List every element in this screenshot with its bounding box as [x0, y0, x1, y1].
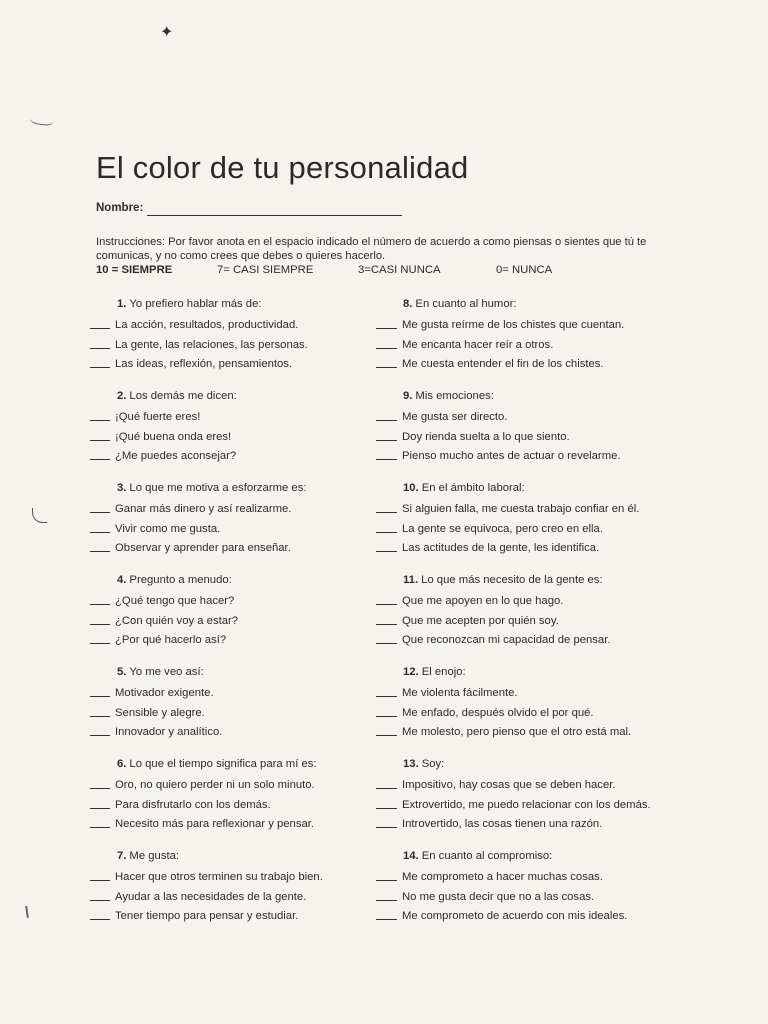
answer-option — [376, 868, 676, 888]
question-text: Yo prefiero hablar más de: — [129, 298, 262, 310]
answer-option-label: Me encanta hacer reír a otros. — [402, 338, 554, 351]
question-block — [376, 849, 676, 927]
question-number: 8. — [403, 298, 413, 310]
answer-blank-field[interactable] — [376, 551, 397, 552]
answer-blank-field[interactable] — [90, 624, 110, 625]
answer-blank-field[interactable] — [90, 420, 110, 421]
question-heading — [117, 757, 380, 772]
question-heading — [117, 297, 380, 312]
answer-option — [376, 907, 676, 927]
answer-blank-field[interactable] — [376, 880, 397, 881]
answer-option-label: Ayudar a las necesidades de la gente. — [115, 890, 307, 903]
answer-blank-field[interactable] — [90, 348, 110, 349]
answer-option-label: Tener tiempo para pensar y estudiar. — [115, 910, 299, 922]
question-text: Los demás me dicen: — [129, 390, 237, 402]
question-heading — [403, 757, 676, 772]
question-heading — [403, 849, 676, 864]
answer-blank-field[interactable] — [376, 919, 397, 920]
question-block — [376, 665, 676, 743]
answer-option — [90, 612, 380, 632]
question-text: En el ámbito laboral: — [421, 482, 525, 494]
answer-option-label: Hacer que otros terminen su trabajo bien. — [115, 871, 323, 883]
answer-option — [376, 815, 676, 835]
answer-option-label: Las ideas, reflexión, pensamientos. — [115, 358, 293, 370]
question-number: 3. — [117, 482, 127, 494]
answer-blank-field[interactable] — [90, 735, 110, 736]
scale-always: 10 = SIEMPRE — [96, 264, 173, 276]
answer-option — [90, 723, 380, 743]
answer-option-label: Extrovertido, me puedo relacionar con los demás. — [402, 798, 651, 811]
answer-option-label: Introvertido, las cosas tienen una razón. — [402, 818, 603, 830]
question-text: Lo que me motiva a esforzarme es: — [129, 482, 307, 494]
answer-option-label: Doy rienda suelta a lo que siento. — [402, 430, 570, 443]
answer-blank-field[interactable] — [90, 808, 110, 809]
answer-blank-field[interactable] — [90, 440, 110, 441]
question-block — [376, 573, 676, 651]
answer-option-label: La gente se equivoca, pero creo en ella. — [402, 522, 603, 535]
answer-blank-field[interactable] — [90, 328, 110, 329]
answer-option — [376, 539, 676, 559]
answer-option-label: Motivador exigente. — [115, 687, 214, 699]
answer-option — [90, 907, 380, 927]
question-number: 1. — [117, 298, 127, 310]
answer-option — [376, 447, 676, 467]
answer-blank-field[interactable] — [376, 328, 397, 329]
answer-option — [90, 796, 380, 816]
answer-option — [90, 539, 380, 559]
answer-option-label: ¡Qué buena onda eres! — [115, 430, 232, 443]
question-number: 12. — [403, 666, 419, 678]
answer-option — [376, 612, 676, 632]
question-heading — [117, 849, 380, 864]
answer-option-label: Innovador y analítico. — [115, 726, 223, 738]
answer-blank-field[interactable] — [90, 827, 110, 828]
answer-option-label: La gente, las relaciones, las personas. — [115, 338, 308, 351]
answer-option — [90, 355, 380, 375]
answer-option-label: Me violenta fácilmente. — [402, 687, 518, 699]
question-number: 2. — [117, 390, 127, 402]
answer-blank-field[interactable] — [376, 532, 397, 533]
answer-blank-field[interactable] — [376, 808, 397, 809]
question-text: En cuanto al humor: — [415, 298, 517, 310]
question-block — [90, 389, 380, 467]
scan-speck-mark — [25, 906, 28, 918]
answer-option-label: Me molesto, pero pienso que el otro está mal. — [402, 726, 632, 738]
answer-option-label: Me comprometo de acuerdo con mis ideales. — [402, 910, 628, 922]
answer-blank-field[interactable] — [376, 459, 397, 460]
answer-option-label: Sensible y alegre. — [115, 706, 205, 719]
answer-blank-field[interactable] — [90, 900, 110, 901]
question-heading — [403, 389, 676, 404]
question-text: Yo me veo así: — [129, 666, 204, 678]
question-number: 9. — [403, 390, 413, 402]
answer-option-label: Ganar más dinero y así realizarme. — [115, 503, 292, 515]
answer-option — [376, 520, 676, 540]
answer-option — [90, 776, 380, 796]
question-block — [376, 389, 676, 467]
answer-blank-field[interactable] — [90, 880, 110, 881]
question-block — [90, 849, 380, 927]
answer-option — [376, 723, 676, 743]
answer-option-label: Que me apoyen en lo que hago. — [402, 595, 564, 607]
name-field[interactable] — [147, 215, 402, 216]
page-title: El color de tu personalidad — [96, 150, 469, 185]
answer-option — [376, 500, 676, 520]
answer-option-label: Que me acepten por quién soy. — [402, 614, 559, 627]
answer-blank-field[interactable] — [376, 624, 397, 625]
answer-option-label: ¿Con quién voy a estar? — [115, 614, 239, 627]
answer-blank-field[interactable] — [376, 696, 397, 697]
question-block — [376, 757, 676, 835]
question-text: Soy: — [421, 758, 445, 770]
question-text: El enojo: — [421, 666, 466, 678]
question-number: 6. — [117, 758, 127, 770]
answer-option-label: ¡Qué fuerte eres! — [115, 411, 201, 423]
answer-blank-field[interactable] — [376, 788, 397, 789]
answer-blank-field[interactable] — [376, 512, 397, 513]
question-heading — [117, 481, 380, 496]
answer-blank-field[interactable] — [376, 348, 397, 349]
question-heading — [403, 573, 676, 588]
answer-blank-field[interactable] — [90, 532, 110, 533]
answer-blank-field[interactable] — [90, 919, 110, 920]
answer-blank-field[interactable] — [376, 735, 397, 736]
question-text: Lo que el tiempo significa para mí es: — [129, 758, 317, 770]
answer-option — [376, 336, 676, 356]
answer-blank-field[interactable] — [90, 551, 110, 552]
answer-option — [90, 500, 380, 520]
scan-speck-mark — [29, 110, 55, 126]
answer-option — [90, 704, 380, 724]
question-number: 7. — [117, 850, 127, 862]
answer-option-label: Me cuesta entender el fin de los chistes. — [402, 358, 604, 370]
question-block — [90, 757, 380, 835]
questions-left-column — [90, 297, 380, 941]
answer-option-label: Las actitudes de la gente, les identifica. — [402, 542, 600, 554]
answer-option — [90, 815, 380, 835]
question-heading — [117, 389, 380, 404]
answer-option — [376, 704, 676, 724]
answer-blank-field[interactable] — [90, 716, 110, 717]
question-heading — [117, 665, 380, 680]
answer-option-label: Observar y aprender para enseñar. — [115, 542, 291, 554]
answer-option-label: Necesito más para reflexionar y pensar. — [115, 818, 315, 830]
answer-option — [90, 888, 380, 908]
answer-option — [376, 592, 676, 612]
answer-option-label: Me gusta reírme de los chistes que cuentan. — [402, 319, 625, 331]
question-number: 10. — [403, 482, 419, 494]
answer-option — [376, 631, 676, 651]
scale-never: 0= NUNCA — [496, 264, 553, 276]
answer-blank-field[interactable] — [90, 643, 110, 644]
answer-option-label: ¿Me puedes aconsejar? — [115, 450, 237, 462]
scale-almost-always: 7= CASI SIEMPRE — [217, 264, 314, 276]
answer-option — [90, 520, 380, 540]
answer-option-label: No me gusta decir que no a las cosas. — [402, 890, 595, 903]
answer-option-label: Me comprometo a hacer muchas cosas. — [402, 871, 603, 883]
scale-almost-never: 3=CASI NUNCA — [358, 264, 441, 276]
answer-option — [376, 684, 676, 704]
answer-blank-field[interactable] — [376, 643, 397, 644]
question-number: 4. — [117, 574, 127, 586]
answer-blank-field[interactable] — [90, 696, 110, 697]
question-heading — [403, 297, 676, 312]
question-block — [376, 481, 676, 559]
question-text: En cuanto al compromiso: — [421, 850, 553, 862]
answer-option-label: Si alguien falla, me cuesta trabajo confiar en él. — [402, 503, 640, 515]
question-text: Lo que más necesito de la gente es: — [421, 574, 603, 586]
scan-speck-mark: ✦ — [160, 24, 174, 41]
answer-option-label: ¿Por qué hacerlo así? — [115, 634, 227, 646]
scan-speck-mark — [32, 508, 47, 523]
answer-option — [90, 684, 380, 704]
answer-option — [90, 316, 380, 336]
answer-option — [376, 796, 676, 816]
answer-option — [90, 408, 380, 428]
answer-blank-field[interactable] — [90, 604, 110, 605]
answer-option-label: Vivir como me gusta. — [115, 522, 221, 535]
answer-option — [90, 868, 380, 888]
answer-option — [90, 447, 380, 467]
question-number: 5. — [117, 666, 127, 678]
answer-option — [90, 428, 380, 448]
question-block — [90, 297, 380, 375]
answer-option-label: Para disfrutarlo con los demás. — [115, 798, 271, 811]
questions-right-column — [376, 297, 676, 941]
answer-option — [376, 428, 676, 448]
answer-blank-field[interactable] — [376, 367, 397, 368]
answer-blank-field[interactable] — [376, 420, 397, 421]
question-block — [376, 297, 676, 375]
name-label: Nombre: — [96, 202, 144, 214]
answer-blank-field[interactable] — [90, 512, 110, 513]
question-text: Me gusta: — [129, 850, 180, 862]
question-block — [90, 481, 380, 559]
answer-option — [376, 776, 676, 796]
answer-blank-field[interactable] — [90, 367, 110, 368]
answer-option-label: ¿Qué tengo que hacer? — [115, 595, 235, 607]
question-heading — [117, 573, 380, 588]
answer-option-label: Pienso mucho antes de actuar o revelarme. — [402, 450, 621, 462]
question-heading — [403, 665, 676, 680]
answer-option — [90, 336, 380, 356]
answer-option — [376, 888, 676, 908]
answer-blank-field[interactable] — [376, 604, 397, 605]
question-text: Pregunto a menudo: — [129, 574, 232, 586]
answer-option — [90, 592, 380, 612]
answer-option-label: Que reconozcan mi capacidad de pensar. — [402, 634, 611, 646]
question-text: Mis emociones: — [415, 390, 494, 402]
answer-option-label: Impositivo, hay cosas que se deben hacer. — [402, 779, 616, 791]
question-number: 14. — [403, 850, 419, 862]
answer-blank-field[interactable] — [90, 788, 110, 789]
question-heading — [403, 481, 676, 496]
answer-option-label: La acción, resultados, productividad. — [115, 319, 299, 331]
answer-blank-field[interactable] — [376, 716, 397, 717]
answer-option — [376, 316, 676, 336]
question-number: 13. — [403, 758, 419, 770]
answer-option — [376, 355, 676, 375]
answer-option-label: Me enfado, después olvido el por qué. — [402, 706, 594, 719]
answer-blank-field[interactable] — [376, 827, 397, 828]
answer-option — [90, 631, 380, 651]
question-block — [90, 573, 380, 651]
answer-blank-field[interactable] — [376, 900, 397, 901]
answer-blank-field[interactable] — [376, 440, 397, 441]
answer-option — [376, 408, 676, 428]
instructions-text: Instrucciones: Por favor anota en el espacio indicado el número de acuerdo a como piensas o sientes que tú te comunicas, y no como crees que debes o quieres hacerlo. — [96, 236, 647, 262]
answer-option-label: Me gusta ser directo. — [402, 411, 508, 423]
answer-blank-field[interactable] — [90, 459, 110, 460]
question-block — [90, 665, 380, 743]
answer-option-label: Oro, no quiero perder ni un solo minuto. — [115, 779, 315, 791]
question-number: 11. — [403, 574, 419, 586]
